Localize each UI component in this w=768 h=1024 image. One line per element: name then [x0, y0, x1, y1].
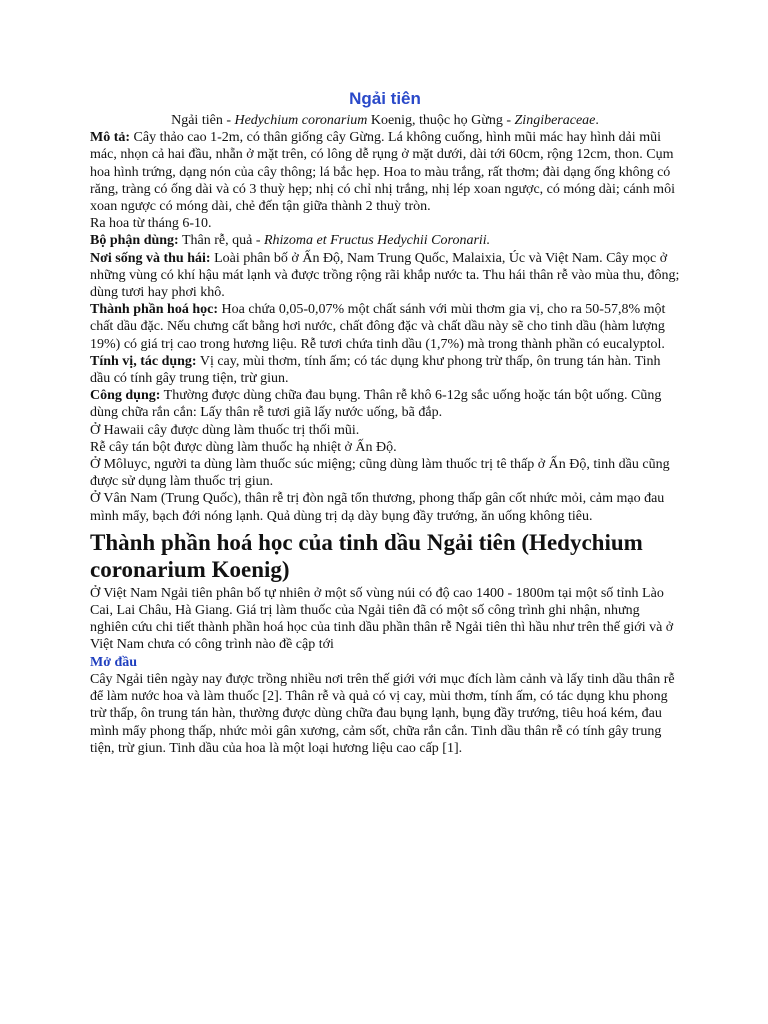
subtitle — [90, 112, 680, 129]
usage-line: Ở Môluyc, người ta dùng làm thuốc súc miệng; cũng dùng làm thuốc trị tê thấp ở Ấn Độ, tinh dầu cũng được sử dụng làm thuốc trị giun. — [90, 457, 670, 490]
section-text: Thân rễ, quả - — [178, 233, 264, 249]
usage-line: Ở Hawaii cây được dùng làm thuốc trị thối mũi. — [90, 422, 360, 438]
section-noi-song — [90, 250, 680, 302]
section-tinh-vi — [90, 353, 680, 387]
intro-paragraph: Ở Việt Nam Ngải tiên phân bố tự nhiên ở một số vùng núi có độ cao 1400 - 1800m tại một số tỉnh Lào Cai, Lai Châu, Hà Giang. Giá trị làm thuốc của Ngải tiên đã có một số công trình ghi nhận, nhưng nghiên cứu chi tiết thành phần hoá học của tinh dầu phần thân rễ Ngải tiên thì hầu như trên thế giới và ở Việt Nam chưa có công trình nào đề cập tới — [90, 585, 674, 653]
mo-dau-paragraph: Cây Ngải tiên ngày nay được trồng nhiều nơi trên thế giới với mục đích làm cảnh và lấy tinh dầu thân rễ để làm nước hoa và làm thuốc [2]. Thân rễ và quả có vị cay, mùi thơm, tính ấm, có tác dụng khu phong trừ thấp, ôn trung tán hàn, thường được dùng chữa đau bụng lạnh, bụng đầy trướng, tiêu hoá kém, đau mình mẩy phong thấp, nhức mỏi gân xương, cảm sốt, chữa rắn cắn. Tinh dầu thân rễ có tính gây trung tiện, trừ giun. Tinh dầu của hoa là một loại hương liệu cao cấp [1]. — [90, 671, 675, 756]
section-text: Thường được dùng chữa đau bụng. Thân rễ khô 6-12g sắc uống hoặc tán bột uống. Cũng dùng chữa rắn cắn: Lấy thân rễ tươi giã lấy nước uống, bã đắp. — [90, 388, 662, 421]
section-label: Bộ phận dùng: — [90, 233, 179, 249]
section-heading: Thành phần hoá học của tinh dầu Ngải tiên (Hedychium coronarium Koenig) — [90, 529, 643, 582]
section-mo-ta — [90, 129, 680, 215]
page-title: Ngải tiên — [349, 89, 421, 108]
section-text: Vị cay, mùi thơm, tính ấm; có tác dụng khư phong trừ thấp, ôn trung tán hàn. Tinh dầu có tính gây trung tiện, trừ giun. — [90, 353, 661, 387]
section-label: Công dụng: — [90, 388, 161, 404]
subtitle-pre: Ngải tiên - — [171, 113, 235, 128]
section-latin: Rhizoma et Fructus Hedychii Coronarii. — [263, 233, 491, 249]
subtitle-latin: Hedychium coronarium — [234, 113, 368, 128]
usage-line: Rễ cây tán bột được dùng làm thuốc hạ nhiệt ở Ấn Độ. — [90, 439, 397, 455]
subtitle-end: . — [595, 113, 599, 128]
section-thanh-phan — [90, 301, 680, 353]
subheading-mo-dau: Mở đầu — [90, 654, 138, 670]
section-label: Nơi sống và thu hái: — [90, 250, 211, 266]
section-text: Loài phân bố ở Ấn Độ, Nam Trung Quốc, Malaixia, Úc và Việt Nam. Cây mọc ở những vùng có khí hậu mát lạnh và được trồng rộng rãi khắp nước ta. Thu hái thân rễ vào mùa thu, đông; dùng tươi hay phơi khô. — [90, 250, 680, 301]
section-label: Thành phần hoá học: — [90, 302, 219, 318]
subtitle-family: Zingiberaceae — [514, 113, 596, 128]
flowering-note: Ra hoa từ tháng 6-10. — [90, 216, 212, 232]
document-page — [90, 88, 680, 757]
section-label: Tính vị, tác dụng: — [90, 353, 197, 369]
section-bo-phan-dung — [90, 232, 680, 249]
section-text: Hoa chứa 0,05-0,07% một chất sánh với mùi thơm gia vị, cho ra 50-57,8% một chất dầu đặc. Nếu chưng cất bằng hơi nước, chất đông đặc và chất dầu này sẽ cho tinh dầu (hàm lượng 19%) có giá trị cao trong hương liệu. Rễ tươi chứa tinh dầu (1,7%) mà trong thành phần có eucalyptol. — [90, 302, 666, 352]
section-text: Cây thảo cao 1-2m, có thân giống cây Gừng. Lá không cuống, hình mũi mác hay hình dải mũi mác, nhọn cả hai đầu, nhẵn ở mặt trên, có lông dễ rụng ở mặt dưới, dài tới 60cm, rộng 12cm, thon. Cụm hoa hình trứng, dạng nón của cây thông; lá bắc hẹp. Hoa to màu trắng, rất thơm; đài dạng ống không có răng, tràng có ống dài và có 3 thuỳ hẹp; nhị có chỉ nhị trắng, nhị lép xoan ngược, có móng dài; cánh môi xoan ngược có móng dài, chẻ đến tận giữa thành 2 thuỳ tròn. — [90, 130, 675, 215]
section-label: Mô tả: — [90, 130, 131, 146]
subtitle-mid: Koenig, thuộc họ Gừng - — [367, 113, 515, 128]
section-cong-dung — [90, 387, 680, 421]
usage-line: Ở Vân Nam (Trung Quốc), thân rễ trị đòn ngã tổn thương, phong thấp gân cốt nhức mỏi, cảm mạo đau mình mẩy, bạch đới nóng lạnh. Quả dùng trị dạ dày bụng đầy trướng, ăn uống không tiêu. — [90, 491, 665, 524]
